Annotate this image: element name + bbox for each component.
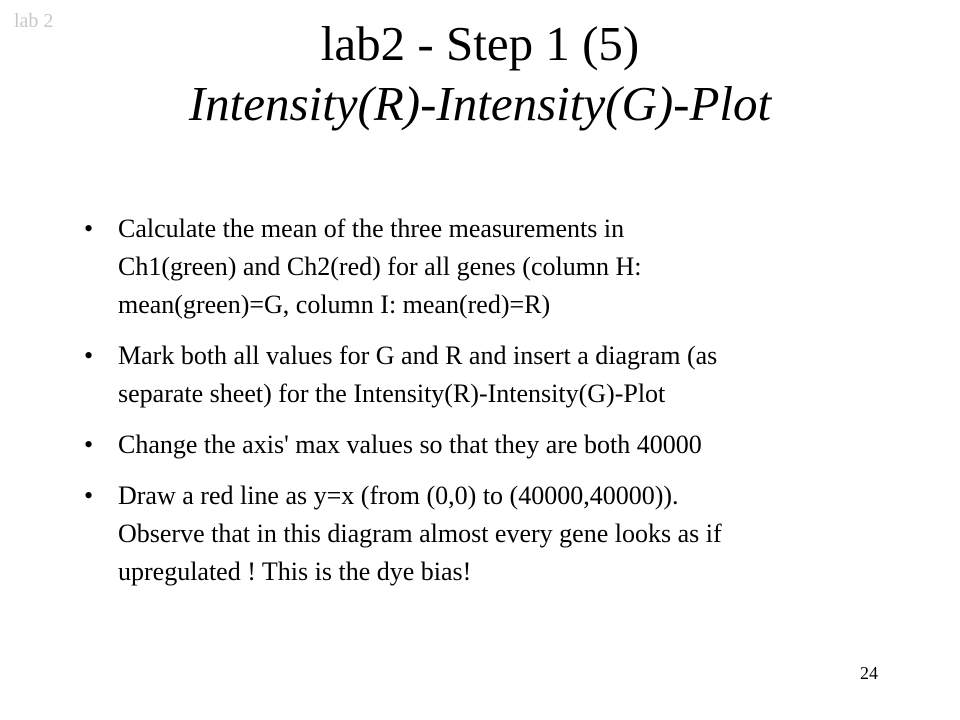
bullet-item [84,210,884,324]
bullet-line: Draw a red line as y=x (from (0,0) to (40000,40000)). [118,481,679,510]
bullet-line: Change the axis' max values so that they are both 40000 [118,430,702,459]
title-line-1: lab2 - Step 1 (5) [320,16,640,71]
bullet-line: Mark both all values for G and R and insert a diagram (as [118,341,718,370]
bullet-icon: • [84,430,94,459]
bullet-line: Calculate the mean of the three measurements in [118,214,625,243]
bullet-icon: • [84,214,94,243]
title-line-2: Intensity(R)-Intensity(G)-Plot [188,76,772,131]
bullet-item [84,426,884,464]
page-number: 24 [860,663,878,683]
bullet-icon: • [84,481,94,510]
header-label: lab 2 [14,10,54,32]
slide-title [0,14,960,134]
bullet-line: Observe that in this diagram almost every gene looks as if [118,519,722,548]
bullet-list [84,210,884,604]
bullet-line: upregulated ! This is the dye bias! [118,557,472,586]
bullet-line: mean(green)=G, column I: mean(red)=R) [118,290,551,319]
bullet-icon: • [84,341,94,370]
bullet-line: Ch1(green) and Ch2(red) for all genes (column H: [118,252,642,281]
bullet-line: separate sheet) for the Intensity(R)-Intensity(G)-Plot [118,379,666,408]
bullet-item [84,477,884,591]
bullet-item [84,337,884,413]
